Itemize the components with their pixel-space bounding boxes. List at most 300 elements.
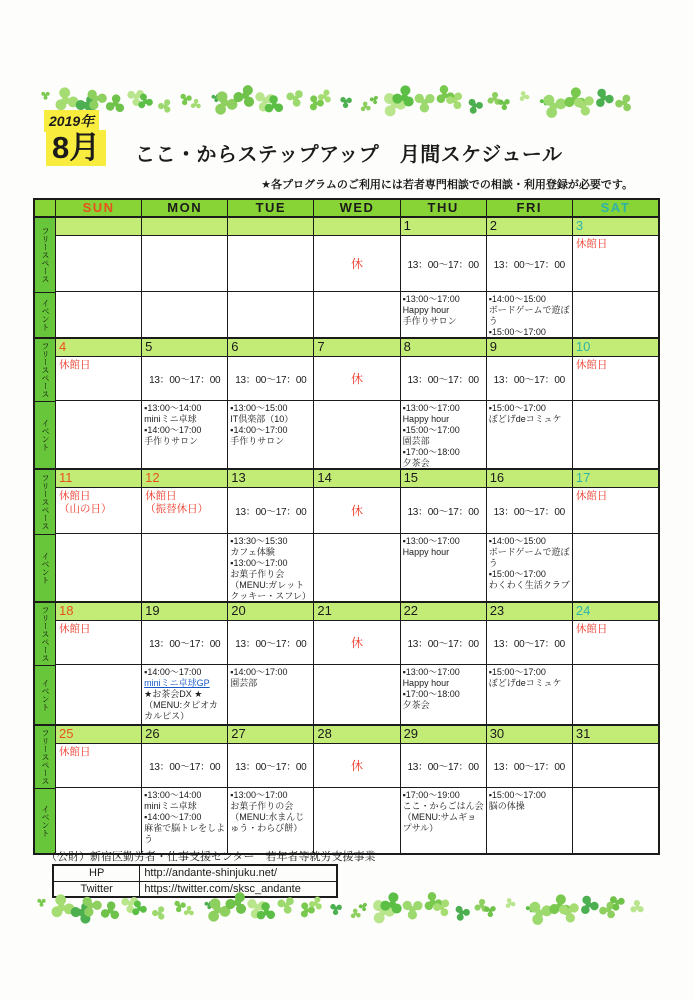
event-line: ▪14:00～17:00 (230, 424, 288, 435)
event-line: IT倶楽部（10） (230, 413, 294, 424)
clover-icon (142, 99, 148, 105)
weekday-header-thu: THU (400, 200, 486, 216)
day-cell (572, 218, 658, 337)
date-number: 22 (401, 603, 486, 620)
hp-label: HP (53, 865, 140, 881)
event-line: ▪17:00～18:00 (402, 688, 460, 699)
side-label-column (35, 603, 55, 724)
free-space-cell (56, 620, 141, 664)
event-cell (401, 291, 486, 337)
event-line: ボードゲームで遊ぼう (488, 546, 570, 568)
clover-icon (399, 92, 409, 102)
event-line: わくわく生活クラブ (488, 579, 570, 590)
clover-icon (60, 95, 71, 106)
date-number: 28 (314, 726, 399, 743)
event-line: 夕茶会 (402, 699, 430, 710)
closed-day-label: 休館日 (575, 490, 608, 502)
day-cell (572, 470, 658, 601)
free-space-cell (56, 356, 141, 400)
free-space-cell (487, 235, 572, 291)
clover-icon (353, 912, 357, 916)
date-number: 12 (142, 470, 227, 487)
clover-icon (388, 899, 398, 909)
event-line: 麻雀で脳トレをしよう (144, 822, 226, 844)
day-cell (227, 726, 313, 853)
open-hours: 13：00～17：00 (493, 507, 565, 518)
event-line: ▪13:00～14:00 (144, 790, 202, 800)
event-cell (401, 533, 486, 601)
open-hours: 13：00～17：00 (149, 375, 221, 386)
day-cell (141, 339, 227, 468)
header-corner-cell (35, 200, 55, 216)
event-line: ▪13:00～15:00 (230, 403, 288, 413)
date-number: 30 (487, 726, 572, 743)
side-label-free-space: フリースペース (41, 474, 50, 530)
hp-url-link[interactable]: http://andante-shinjuku.net/ (140, 865, 337, 881)
date-number: 24 (573, 603, 658, 620)
year-label: 2019年 (44, 110, 99, 132)
event-line: Happy hour (402, 413, 450, 424)
clover-icon (488, 908, 493, 913)
clover-icon (421, 99, 428, 106)
open-hours: 13：00～17：00 (407, 639, 479, 650)
clover-icon (441, 91, 450, 100)
day-cell (400, 603, 486, 724)
day-cell (227, 470, 313, 601)
date-number: 9 (487, 339, 572, 356)
clover-icon (380, 907, 388, 915)
day-cell (400, 726, 486, 853)
clover-icon (564, 907, 573, 916)
clover-icon (212, 904, 222, 914)
date-number: 27 (228, 726, 313, 743)
day-cell (313, 470, 399, 601)
open-hours: 13：00～17：00 (235, 639, 307, 650)
clover-icon (177, 904, 182, 909)
free-space-cell (56, 235, 141, 291)
clover-icon (458, 909, 465, 916)
footer-link-row (53, 865, 337, 881)
event-line: 園芸部 (230, 677, 258, 688)
date-number: 26 (142, 726, 227, 743)
side-label-event: イベント (35, 788, 55, 853)
open-hours: 13：00～17：00 (235, 762, 307, 773)
event-line: ここ・からごはん会 (402, 800, 484, 811)
organization-line: （公財）新宿区勤労者・仕事支援センター 若年者等就労支援事業 (46, 851, 376, 863)
event-line: 園芸部 (402, 435, 430, 446)
day-cell (313, 726, 399, 853)
clover-icon (283, 902, 290, 909)
date-number: 16 (487, 470, 572, 487)
side-label-event: イベント (35, 401, 55, 468)
free-space-cell (142, 356, 227, 400)
clover-icon (44, 94, 47, 97)
clover-icon (555, 902, 565, 912)
day-cell (400, 339, 486, 468)
event-cell (401, 664, 486, 724)
clover-icon (579, 100, 588, 109)
free-space-cell (487, 356, 572, 400)
clover-decoration-top (42, 86, 647, 112)
event-line: 夕茶会 (402, 457, 430, 468)
clover-icon (132, 93, 140, 101)
event-line: Happy hour (402, 546, 450, 557)
side-label-free-space: フリースペース (41, 342, 50, 398)
free-space-cell (401, 235, 486, 291)
clover-icon (186, 909, 190, 913)
clover-icon (56, 902, 67, 913)
event-line: ▪13:30～15:30 (230, 536, 288, 546)
clover-icon (261, 96, 269, 104)
event-cell (56, 400, 141, 468)
clover-icon (479, 903, 484, 908)
closed-day-label: 休館日 (575, 623, 608, 635)
event-cell (573, 533, 658, 601)
event-line: ▪17:00～18:00 (402, 446, 460, 457)
clover-icon (112, 100, 119, 107)
clover-icon (303, 907, 310, 914)
day-cell (486, 470, 572, 601)
event-cell (228, 291, 313, 337)
event-line: ▪14:00～15:00 (488, 536, 546, 546)
calendar-week (35, 468, 658, 601)
day-cell (227, 339, 313, 468)
date-number: 15 (401, 470, 486, 487)
clover-icon (600, 94, 608, 102)
day-cell (486, 218, 572, 337)
clover-icon (78, 909, 86, 917)
free-space-cell (56, 743, 141, 787)
date-number: 1 (401, 218, 486, 235)
side-label-event: イベント (35, 665, 55, 724)
closed-day-mark: 休 (350, 759, 363, 773)
closed-day-label: 休館日 (575, 359, 608, 371)
event-line: 手作りサロン (144, 435, 199, 446)
clover-icon (40, 901, 43, 904)
open-hours: 13：00～17：00 (235, 375, 307, 386)
date-number: 4 (56, 339, 141, 356)
event-cell (228, 400, 313, 468)
day-cell (313, 603, 399, 724)
clover-icon (535, 909, 545, 919)
event-cell (487, 400, 572, 468)
date-number: 20 (228, 603, 313, 620)
event-line: miniミニ卓球 (144, 800, 197, 811)
side-label-column (35, 218, 55, 337)
day-cell (55, 470, 141, 601)
event-cell (142, 664, 227, 724)
date-number: 11 (56, 470, 141, 487)
clover-icon (509, 902, 513, 906)
event-cell (314, 787, 399, 853)
month-label: 8月 (46, 130, 106, 166)
clover-icon (410, 906, 417, 913)
clover-icon (262, 908, 270, 916)
weekday-header-sat: SAT (572, 200, 658, 216)
day-cell (55, 218, 141, 337)
free-space-cell (142, 743, 227, 787)
day-cell (486, 339, 572, 468)
date-number: 31 (573, 726, 658, 743)
date-number: 14 (314, 470, 399, 487)
event-cell (56, 787, 141, 853)
clover-decoration-bottom (38, 893, 663, 919)
event-line: ▪15:00～17:00 (488, 568, 546, 579)
side-label-free-space: フリースペース (41, 606, 50, 662)
side-label-column (35, 470, 55, 601)
free-space-cell (573, 620, 658, 664)
calendar-week (35, 724, 658, 853)
clover-icon (501, 101, 506, 106)
date-number: 6 (228, 339, 313, 356)
event-line: （MENU:水まんじゅう・わらび餅） (230, 811, 305, 833)
closed-day-mark: 休 (350, 504, 363, 518)
clover-icon (292, 95, 299, 102)
clover-icon (605, 906, 612, 913)
free-space-cell (228, 235, 313, 291)
clover-icon (312, 901, 317, 906)
free-space-cell (314, 235, 399, 291)
event-line: （MENU:サムギョプサル） (402, 811, 477, 833)
free-space-cell (142, 620, 227, 664)
event-line: ▪13:00～17:00 (230, 557, 288, 568)
event-line: ▪13:00～17:00 (230, 790, 288, 800)
clover-icon (253, 903, 261, 911)
clover-icon (271, 101, 279, 109)
clover-icon (471, 102, 478, 109)
date-number: 29 (401, 726, 486, 743)
clover-icon (232, 898, 242, 908)
event-cell (228, 533, 313, 601)
closed-day-label: 休館日 （振替休日） (145, 490, 209, 516)
free-space-cell (314, 356, 399, 400)
closed-day-mark: 休 (350, 636, 363, 650)
calendar-week (35, 337, 658, 468)
event-line: ▪13:00～14:00 (144, 403, 202, 413)
event-line: 脳の体操 (488, 800, 525, 811)
event-cell (401, 787, 486, 853)
open-hours: 13：00～17：00 (407, 375, 479, 386)
free-space-cell (573, 743, 658, 787)
event-line: ぼどげdeコミュケ (488, 677, 562, 688)
open-hours: 13：00～17：00 (493, 260, 565, 271)
event-cell (573, 664, 658, 724)
clover-icon (492, 96, 497, 101)
event-line: ▪15:00～17:00 (488, 790, 546, 800)
event-cell (314, 664, 399, 724)
clover-icon (163, 103, 169, 109)
day-cell (572, 603, 658, 724)
event-line: Happy hour (402, 677, 450, 688)
event-line: ▪14:00～17:00 (144, 424, 202, 435)
event-cell (573, 787, 658, 853)
event-line: ▪13:00～17:00 (402, 667, 460, 677)
day-cell (227, 603, 313, 724)
clover-icon (156, 910, 162, 916)
clover-icon (585, 901, 593, 909)
weekday-header-wed: WED (313, 200, 399, 216)
event-cell (314, 533, 399, 601)
event-cell (314, 400, 399, 468)
event-cell (56, 291, 141, 337)
side-label-free-space: フリースペース (41, 729, 50, 785)
open-hours: 13：00～17：00 (493, 375, 565, 386)
free-space-cell (228, 356, 313, 400)
date-number: 2 (487, 218, 572, 235)
clover-icon (429, 898, 438, 907)
day-cell (141, 726, 227, 853)
free-space-cell (56, 487, 141, 533)
day-cell (572, 726, 658, 853)
free-space-cell (573, 356, 658, 400)
closed-day-label: 休館日 (59, 359, 91, 371)
event-cell (314, 291, 399, 337)
clover-icon (332, 906, 337, 911)
clover-icon (220, 97, 230, 107)
event-line: miniミニ卓球 (144, 413, 197, 424)
event-line: お菓子作り会 (230, 568, 285, 579)
clover-icon (635, 905, 641, 911)
event-cell (56, 533, 141, 601)
clover-icon (614, 899, 620, 905)
day-cell (55, 339, 141, 468)
event-line: ぼどげdeコミュケ (488, 413, 562, 424)
event-line: miniミニ卓球GP (144, 677, 210, 688)
clover-icon (569, 95, 579, 105)
free-space-cell (228, 620, 313, 664)
event-cell (142, 400, 227, 468)
free-space-cell (401, 356, 486, 400)
event-line: ▪14:00～17:00 (230, 667, 288, 677)
date-number: 18 (56, 603, 141, 620)
event-cell (401, 400, 486, 468)
weekday-header-sun: SUN (55, 200, 141, 216)
event-line: ▪13:00～17:00 (402, 294, 460, 304)
event-line: 手作りサロン (402, 315, 457, 326)
weekday-header-tue: TUE (227, 200, 313, 216)
event-line: カフェ体験 (230, 546, 275, 557)
event-line: クッキー・スフレ） (230, 590, 311, 601)
event-line: お菓子作りの会 (230, 800, 294, 811)
closed-day-mark: 休 (350, 257, 363, 271)
event-line: ▪15:00～17:00 (488, 403, 546, 413)
free-space-cell (401, 743, 486, 787)
date-number: 21 (314, 603, 399, 620)
free-space-cell (487, 620, 572, 664)
event-line: 手作りサロン (230, 435, 285, 446)
event-line: ★お茶会DX ★ (144, 688, 203, 699)
open-hours: 13：00～17：00 (407, 762, 479, 773)
open-hours: 13：00～17：00 (235, 507, 307, 518)
free-space-cell (228, 743, 313, 787)
event-line: ▪17:00～19:00 (402, 790, 460, 800)
free-space-cell (487, 743, 572, 787)
closed-day-label: 休館日 (59, 746, 91, 758)
open-hours: 13：00～17：00 (493, 639, 565, 650)
weekday-header-mon: MON (141, 200, 227, 216)
day-cell (486, 603, 572, 724)
clover-icon (342, 99, 347, 104)
open-hours: 13：00～17：00 (407, 507, 479, 518)
calendar-week (35, 216, 658, 337)
open-hours: 13：00～17：00 (407, 260, 479, 271)
date-number: 8 (401, 339, 486, 356)
free-space-cell (142, 487, 227, 533)
closed-day-label: 休館日 (59, 623, 91, 635)
day-cell (572, 339, 658, 468)
clover-icon (126, 900, 134, 908)
event-cell (573, 400, 658, 468)
clover-icon (439, 904, 445, 910)
clover-icon (240, 91, 250, 101)
monthly-calendar (33, 198, 660, 855)
free-space-cell (142, 235, 227, 291)
date-number: 5 (142, 339, 227, 356)
clover-icon (362, 905, 366, 909)
day-cell (141, 470, 227, 601)
date-number (56, 218, 141, 235)
event-line: ▪13:00～17:00 (402, 536, 460, 546)
day-cell (400, 218, 486, 337)
weekday-header-row (35, 200, 658, 216)
page-title: ここ・からステップアップ 月間スケジュール (135, 144, 563, 166)
open-hours: 13：00～17：00 (493, 762, 565, 773)
date-number: 23 (487, 603, 572, 620)
event-line: Happy hour (402, 304, 450, 315)
free-space-cell (401, 620, 486, 664)
date-number: 10 (573, 339, 658, 356)
clover-icon (214, 96, 218, 100)
clover-icon (91, 94, 100, 103)
date-number: 17 (573, 470, 658, 487)
event-line: ▪15:00～17:00 (488, 326, 546, 337)
clover-icon (184, 97, 189, 102)
calendar-weeks (35, 216, 658, 853)
clover-icon (82, 102, 90, 110)
date-number: 25 (56, 726, 141, 743)
side-label-event: イベント (35, 534, 55, 601)
event-line: ▪14:00～17:00 (144, 667, 202, 677)
clover-icon (86, 901, 95, 910)
day-cell (400, 470, 486, 601)
event-line: ▪14:00～17:00 (144, 811, 202, 822)
event-cell (487, 664, 572, 724)
event-cell (487, 533, 572, 601)
day-cell (55, 603, 141, 724)
calendar-week (35, 601, 658, 724)
free-space-cell (228, 487, 313, 533)
clover-icon (322, 94, 327, 99)
event-line: ▪14:00～15:00 (488, 294, 546, 304)
closed-day-mark: 休 (350, 372, 363, 386)
event-cell (228, 664, 313, 724)
day-cell (55, 726, 141, 853)
free-space-cell (487, 487, 572, 533)
clover-icon (312, 100, 319, 107)
event-cell (56, 664, 141, 724)
date-number (228, 218, 313, 235)
event-cell (228, 787, 313, 853)
side-label-column (35, 339, 55, 468)
event-cell (142, 787, 227, 853)
closed-day-label: 休館日 （山の日） (59, 490, 112, 516)
date-number: 7 (314, 339, 399, 356)
twitter-url-link[interactable]: https://twitter.com/sksc_andante (140, 881, 337, 897)
day-cell (313, 339, 399, 468)
free-space-cell (314, 743, 399, 787)
event-line: ▪15:00～17:00 (402, 424, 460, 435)
date-number: 19 (142, 603, 227, 620)
